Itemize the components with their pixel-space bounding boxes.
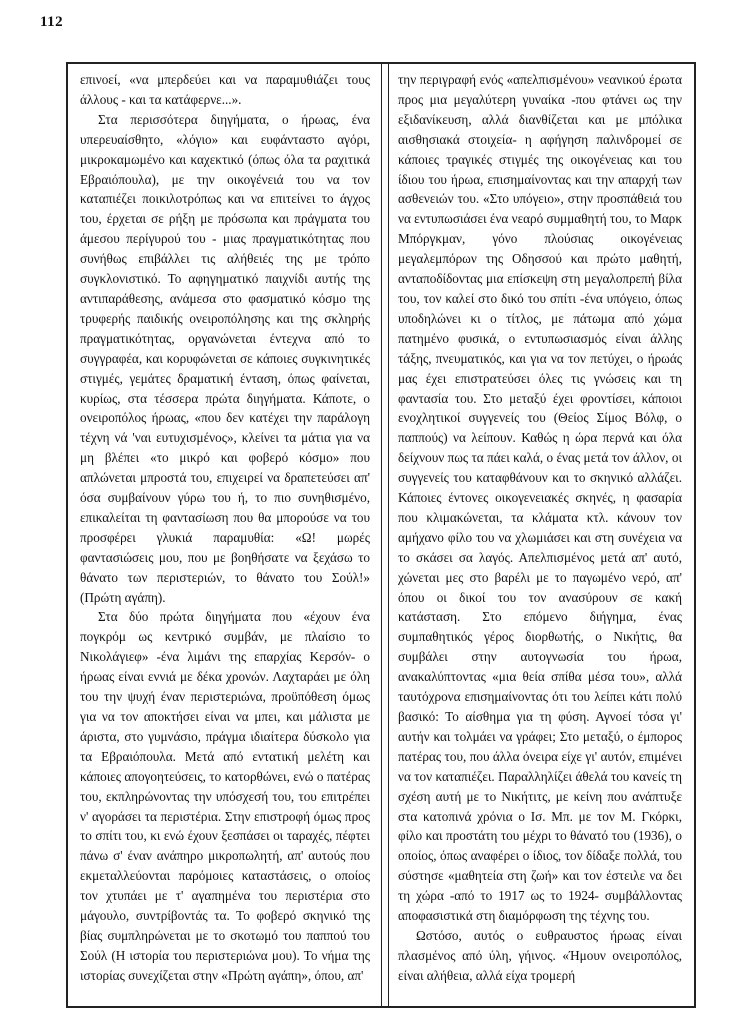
paragraph: την περιγραφή ενός «απελπισμένου» νεανικού έρωτα προς μια μεγαλύτερη γυναίκα -που φτάνει ως την εξιδανίκευση, αλλά διανθίζεται και με μπόλικα αισθησιακά στοιχεία- η αφήγηση παλινδρομεί σε κάποιες τραγικές στιγμές της οικογένειας και του ίδιου του ήρωα, επισημαίνοντας και την απαρχή των ασθενειών του. «Στο υπόγειο», στην προσπάθειά του να εντυπωσιάσει ένα νεαρό συμμαθητή του, το Μαρκ Μπόργκμαν, γόνο πλούσιας οικογένειας μεγαλεμπόρων της Οδησσού και πρώτο μαθητή, ανταποδίδοντας μια επίσκεψη στη μεγαλοπρεπή βίλα του, τον καλεί στο δικό του σπίτι -ένα υπόγειο, όπως υποδηλώνει κι ο τίτλος, με πάτωμα από χώμα πατημένο φυσικά, ο εντυπωσιασμός είναι άλλης τάξης, πνευματικός, και για να τον πετύχει, ο ήρωάς μας έχει επιστρατεύσει όλες τις γνώσεις και τη φαντασία του. Στο μεταξύ έχει φροντίσει, κάποιοι ενοχλητικοί συγγενείς του (Θείος Σίμος Βόλφ, ο παππούς) να λείπουν. Καθώς η ώρα περνά και όλα δείχνουν πως τα πάει καλά, ο ένας μετά τον άλλον, οι συγγενείς του καταφθάνουν και το σκηνικό αλλάζει. Κάποιες έντονες οικογενειακές σκηνές, η φασαρία που κλιμακώνεται, τα κλάματα κτλ. κάνουν τον αμήχανο φίλο του να χλωμιάσει και στη συνέχεια να το σκάσει σα λαγός. Απελπισμένος μετά απ' αυτό, χώνεται μες στο βαρέλι με το παγωμένο νερό, απ' όπου οι δικοί του τον ανασύρουν σε κακή κατάσταση. Στο επόμενο διήγημα, ένας συμπαθητικός γέρος διορθωτής, ο Νικήτις, θα συμβάλει στην αυτογνωσία του ήρωα, ανακαλύπτοντας «μια θεία σπίθα μέσα του», αλλά ταυτόχρονα επισημαίνοντας ότι του λείπει κάτι πολύ βασικό: Το αίσθημα για τη φύση. Αγνοεί τόσα γι' αυτήν και τολμάει να γράφει; Στο μεταξύ, ο έμπορος πατέρας του, που άλλα όνειρα είχε γι' αυτόν, επιμένει να τον καταπιέζει. Παραλληλίζει άθελά του κανείς τη σχέση αυτή με το Νικήτιτς, με κείνη που ανάπτυξε στα κατοπινά χρόνια ο Ισ. Μπ. με τον Μ. Γκόρκι, φίλο και προστάτη του μέχρι το θάνατό του (1936), ο οποίος, όπως αναφέρει ο ίδιος, τον δίδαξε πολλά, του σύστησε «μαθητεία στη ζωή» και τον έστειλε να δει τη χώρα -από το 1917 ως το 1924- συμβάλλοντας αποφασιστικά στη διαμόρφωση της τέχνης του. <box>398 72 682 924</box>
paragraph: Ωστόσο, αυτός ο ευθραυστος ήρωας είναι πλασμένος από ύλη, γήινος. «Ήμουν ονειροπόλος, είναι αλήθεια, αλλά είχα τρομερή <box>398 927 682 983</box>
right-column <box>398 70 682 986</box>
paragraph: επινοεί, «να μπερδεύει και να παραμυθιάζει τους άλλους - και τα κατάφερνε...». <box>80 72 370 107</box>
page-number: 112 <box>40 14 64 30</box>
paragraph: Στα δύο πρώτα διηγήματα που «έχουν ένα πογκρόμ ως κεντρικό συμβάν, με πλαίσιο το Νικολάγιεφ» -ένα λιμάνι της επαρχίας Κερσόν- ο ήρωας είναι εννιά με δέκα χρονών. Λαχταράει με όλη του την ψυχή έναν περιστεριώνα, προϋπόθεση όμως για να τον αποκτήσει είναι να μπει, και μάλιστα με άριστα, στο γυμνάσιο, πράγμα ιδιαίτερα δύσκολο για τα Εβραιόπουλα. Μετά από εντατική μελέτη και κάποιες απογοητεύσεις, το κατορθώνει, ενώ ο πατέρας του, εκπληρώνοντας την υπόσχεσή του, του επιτρέπει ν' αγοράσει τα περιστέρια. Στην επιστροφή όμως προς το σπίτι του, κι ενώ έχουν ξεσπάσει οι ταραχές, πέφτει πάνω σ' έναν ανάπηρο μικροπωλητή, απ' αυτούς που εκμεταλλεύονται παρόμοιες καταστάσεις, ο οποίος τον χτυπάει με τ' αγαπημένα του περιστέρια στο μάγουλο, συντρίβοντάς τα. Το φοβερό σκηνικό της βίας συμπληρώνεται με το σκοτωμό του παππού του Σούλ (Η ιστορία του περιστεριώνα μου). Το νήμα της ιστορίας συνεχίζεται στην «Πρώτη αγάπη», όπου, απ' <box>80 609 370 983</box>
paragraph: Στα περισσότερα διηγήματα, ο ήρωας, ένα υπερευαίσθητο, «λόγιο» και ευφάνταστο αγόρι, μικροκαμωμένο και καχεκτικό (όπως όλα τα ραχιτικά Εβραιόπουλα), με την οικογένειά του να τον καταπιέζει ποικιλοτρόπως και να επιτείνει το άγχος του, έρχεται σε ρήξη με πρόσωπα και πράγματα του άμεσου περίγυρού του - μιας πραγματικότητας που συνήθως επιβάλλει τις αλήθειές της με τρόπο συγκλονιστικό. Το αφηγηματικό παιχνίδι αυτής της αντιπαράθεσης, ανάμεσα στο φασματικό κόσμο της τρυφερής παιδικής ονειροπόλησης και της σκληρής πραγματικότητας, οργανώνεται έντεχνα από το συγγραφέα, και κορυφώνεται σε κάποιες συγκινητικές στιγμές, γεμάτες δραματική ένταση, όπως φαίνεται, κυρίως, στα τέσσερα πρώτα διηγήματα. Κάποτε, ο ονειροπόλος ήρωας, «που δεν κατέχει την παράλογη τέχνη νά 'ναι ευτυχισμένος», κλείνει τα μάτια για να μη βλέπει «το μικρό και φοβερό κόσμο» που απλώνεται μπροστά του, επιχειρεί να δραπετεύσει απ' όσα συμβαίνουν γύρω του ή, το πιο συνηθισμένο, επικαλείται τη φαντασίωση που θα μπορούσε να του προσφέρει γλυκιά παραμυθία: «Ω! μωρές φαντασιώσεις μου, που με βοηθήσατε να ξεχάσω το θάνατο των περιστεριών, το θάνατο του Σούλ!» (Πρώτη αγάπη). <box>80 111 370 605</box>
frame-left-border <box>66 62 68 1008</box>
column-divider <box>381 62 389 1008</box>
frame-right-border <box>694 62 696 1008</box>
left-column <box>80 70 370 986</box>
